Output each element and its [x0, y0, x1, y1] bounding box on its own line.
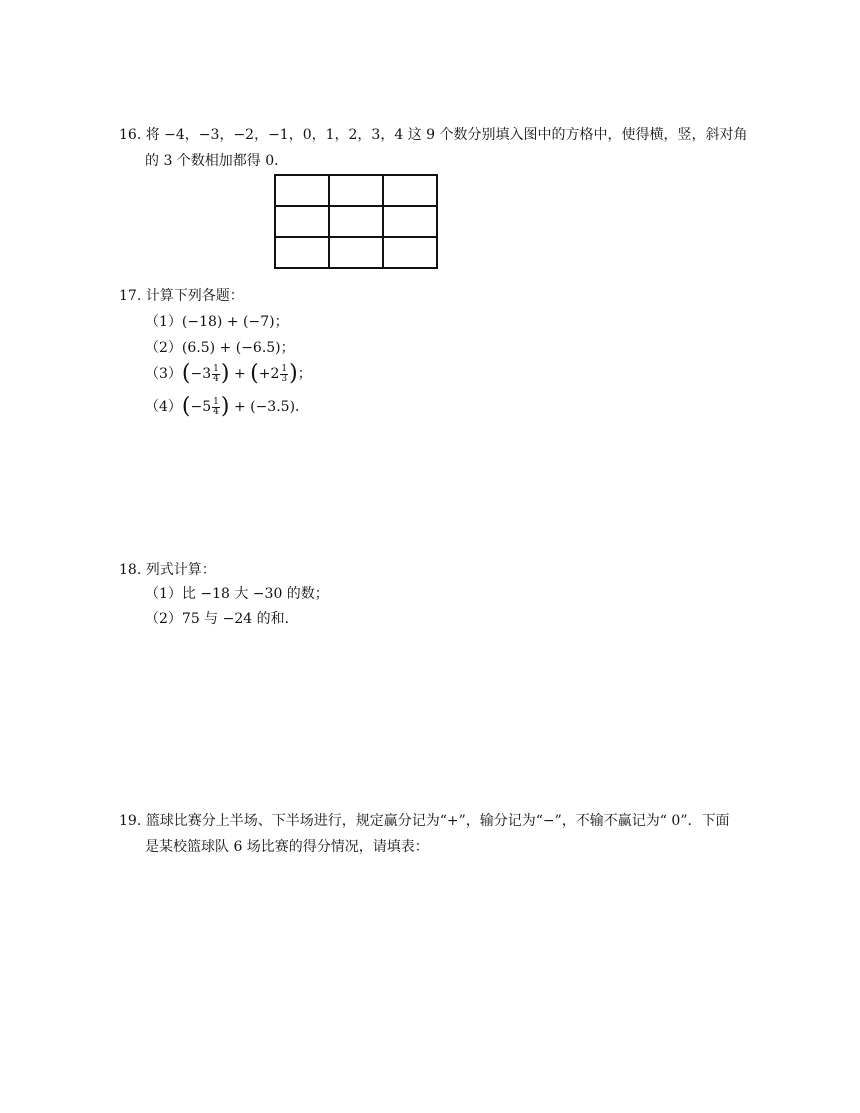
q17-item-1: （1）(−18) + (−7)；: [145, 314, 289, 330]
q18-item-1: （1）比 −18 大 −30 的数；: [145, 586, 329, 602]
fraction: [280, 365, 288, 384]
right-paren: ): [289, 361, 298, 386]
grid-row: [275, 237, 437, 268]
grid-cell[interactable]: [275, 206, 329, 237]
grid-row: [275, 175, 437, 206]
mixed-whole: +2: [258, 366, 280, 382]
fraction-denominator: 3: [281, 373, 288, 384]
item-label: （3）: [145, 366, 182, 382]
mixed-whole: −5: [190, 399, 212, 415]
grid-cell[interactable]: [383, 237, 437, 268]
grid-cell[interactable]: [383, 175, 437, 206]
grid-row: [275, 206, 437, 237]
item-end: ；: [297, 366, 312, 382]
left-paren: (: [181, 361, 191, 386]
right-paren: ): [220, 394, 230, 419]
left-paren: (: [250, 361, 259, 386]
plus-operator: +: [233, 366, 246, 382]
grid-cell[interactable]: [275, 237, 329, 268]
q17-stem: 17. 计算下列各题：: [119, 288, 244, 304]
fraction-numerator: 1: [213, 396, 219, 407]
item-tail: + (−3.5)．: [233, 399, 310, 415]
q17-item-4: [145, 394, 310, 419]
q16-stem-line2: 的 3 个数相加都得 0．: [145, 153, 289, 169]
fraction-numerator: 1: [213, 363, 219, 374]
right-paren: ): [220, 361, 230, 386]
left-paren: (: [181, 394, 191, 419]
grid-cell[interactable]: [329, 237, 383, 268]
q17-item-2: （2）(6.5) + (−6.5)；: [145, 340, 295, 356]
fraction: [212, 365, 220, 384]
magic-square-grid: [274, 174, 438, 269]
fraction-numerator: 1: [281, 363, 288, 374]
grid-cell[interactable]: [383, 206, 437, 237]
q17-item-3: [145, 361, 312, 386]
grid-cell[interactable]: [329, 206, 383, 237]
mixed-whole: −3: [190, 366, 212, 382]
fraction-denominator: 4: [213, 406, 219, 417]
fraction-denominator: 4: [213, 373, 219, 384]
item-label: （4）: [145, 399, 182, 415]
q18-stem: 18. 列式计算：: [119, 562, 216, 578]
q19-stem-line2: 是某校篮球队 6 场比赛的得分情况，请填表：: [145, 839, 429, 855]
fraction: [212, 398, 220, 417]
q16-stem-line1: 16. 将 −4，−3，−2，−1，0，1，2，3，4 这 9 个数分别填入图中的方格中，使得横，竖，斜对角: [119, 127, 748, 143]
grid-cell[interactable]: [275, 175, 329, 206]
grid-cell[interactable]: [329, 175, 383, 206]
q18-item-2: （2）75 与 −24 的和．: [145, 611, 299, 627]
q19-stem-line1: 19. 篮球比赛分上半场、下半场进行，规定赢分记为“+”，输分记为“−”，不输不赢记为“ 0”．下面: [119, 813, 730, 829]
